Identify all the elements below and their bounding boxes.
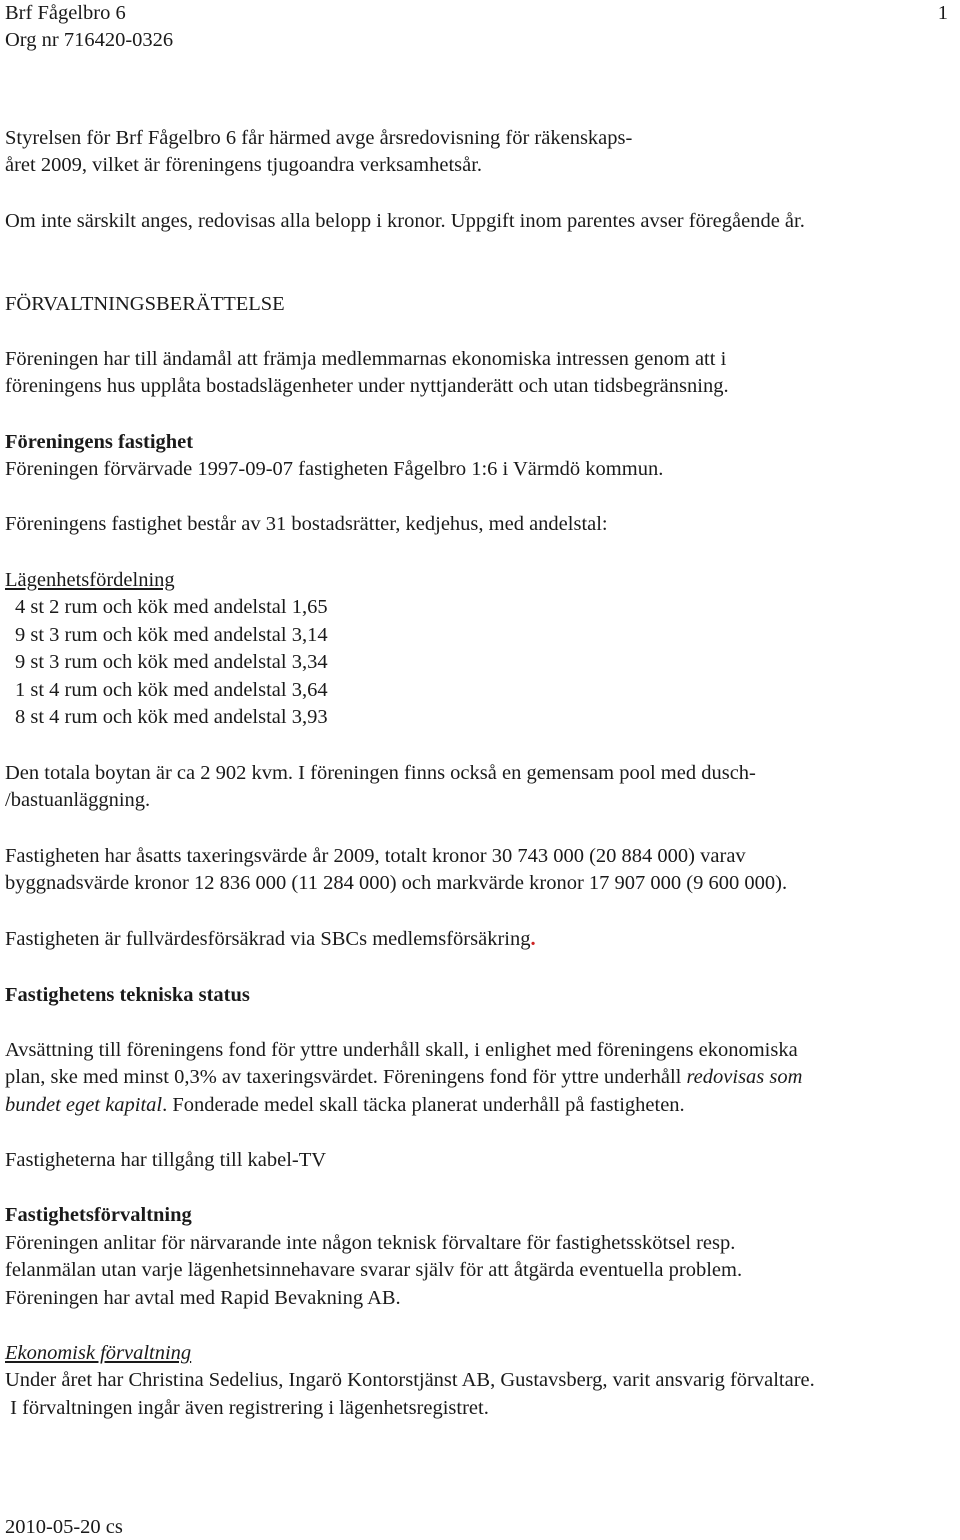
property-consists: Föreningens fastighet består av 31 bostadsrätter, kedjehus, med andelstal:: [5, 513, 608, 535]
purpose-line-2: föreningens hus upplåta bostadslägenheter under nyttjanderätt och utan tidsbegränsning.: [5, 375, 729, 397]
technical-line-2-text: plan, ske med minst 0,3% av taxeringsvärdet. Föreningens fond för yttre underhåll: [5, 1066, 687, 1088]
technical-line-3: [5, 1092, 685, 1118]
economic-line-2: I förvaltningen ingår även registrering i lägenhetsregistret.: [5, 1397, 489, 1419]
intro-line-2: året 2009, vilket är föreningens tjugoandra verksamhetsår.: [5, 154, 483, 176]
technical-line-2-italic: redovisas som: [686, 1066, 803, 1088]
area-line-2: /bastuanläggning.: [5, 789, 151, 811]
signature-date: 2010-05-20 cs: [5, 1516, 123, 1538]
distribution-item: 9 st 3 rum och kök med andelstal 3,14: [15, 624, 328, 646]
distribution-item: 4 st 2 rum och kök med andelstal 1,65: [15, 596, 328, 618]
intro-line-1: Styrelsen för Brf Fågelbro 6 får härmed avge årsredovisning för räkenskaps-: [5, 127, 633, 149]
org-name: Brf Fågelbro 6: [5, 2, 126, 24]
distribution-item: 8 st 4 rum och kök med andelstal 3,93: [15, 706, 328, 728]
cable-tv-line: Fastigheterna har tillgång till kabel-TV: [5, 1149, 327, 1171]
intro-line-3: Om inte särskilt anges, redovisas alla belopp i kronor. Uppgift inom parentes avser föregående år.: [5, 210, 805, 232]
insurance-period: .: [530, 928, 536, 950]
distribution-heading: Lägenhetsfördelning: [5, 569, 175, 591]
management-line-2: felanmälan utan varje lägenhetsinnehavare svarar själv för att åtgärda eventuella problem.: [5, 1259, 743, 1281]
property-heading: Föreningens fastighet: [5, 431, 194, 453]
technical-line-2: [5, 1064, 802, 1090]
insurance-line: [5, 926, 536, 952]
insurance-text: Fastigheten är fullvärdesförsäkrad via SBCs medlemsförsäkring: [5, 928, 531, 950]
report-title: FÖRVALTNINGSBERÄTTELSE: [5, 293, 285, 315]
technical-heading: Fastighetens tekniska status: [5, 984, 250, 1006]
technical-line-3-text: . Fonderade medel skall täcka planerat underhåll på fastigheten.: [162, 1094, 685, 1116]
tax-line-2: byggnadsvärde kronor 12 836 000 (11 284 000) och markvärde kronor 17 907 000 (9 600 000).: [5, 872, 788, 894]
area-line-1: Den totala boytan är ca 2 902 kvm. I föreningen finns också en gemensam pool med dusch-: [5, 762, 756, 784]
tax-line-1: Fastigheten har åsatts taxeringsvärde år 2009, totalt kronor 30 743 000 (20 884 000) varav: [5, 845, 746, 867]
economic-heading: Ekonomisk förvaltning: [5, 1342, 192, 1364]
org-number: Org nr 716420-0326: [5, 29, 174, 51]
management-line-1: Föreningen anlitar för närvarande inte någon teknisk förvaltare för fastighetsskötsel resp.: [5, 1232, 736, 1254]
page-number: 1: [937, 2, 948, 24]
management-line-3: Föreningen har avtal med Rapid Bevakning AB.: [5, 1287, 401, 1309]
property-acquired: Föreningen förvärvade 1997-09-07 fastigheten Fågelbro 1:6 i Värmdö kommun.: [5, 458, 664, 480]
technical-line-3-italic: bundet eget kapital: [5, 1094, 163, 1116]
distribution-item: 1 st 4 rum och kök med andelstal 3,64: [15, 679, 328, 701]
technical-line-1: Avsättning till föreningens fond för yttre underhåll skall, i enlighet med föreningens ekonomiska: [5, 1039, 798, 1061]
purpose-line-1: Föreningen har till ändamål att främja medlemmarnas ekonomiska intressen genom att i: [5, 348, 727, 370]
management-heading: Fastighetsförvaltning: [5, 1204, 192, 1226]
distribution-item: 9 st 3 rum och kök med andelstal 3,34: [15, 651, 328, 673]
economic-line-1: Under året har Christina Sedelius, Ingarö Kontorstjänst AB, Gustavsberg, varit ansvarig förvaltare.: [5, 1369, 815, 1391]
